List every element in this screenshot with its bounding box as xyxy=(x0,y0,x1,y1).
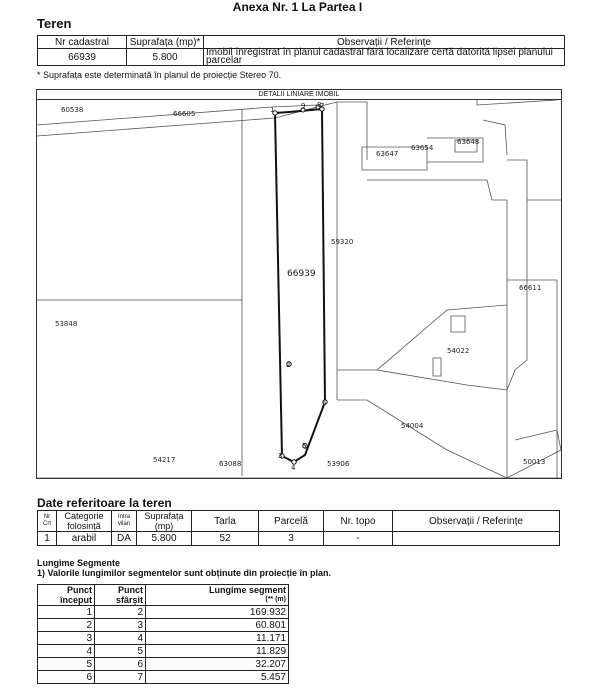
date-ref-table xyxy=(37,510,560,546)
point-3-label: 3 xyxy=(278,452,283,460)
col-tarla: Tarla xyxy=(192,511,259,532)
parcel-label-63647: 63647 xyxy=(376,150,399,158)
segment-length: 11.171 xyxy=(146,632,289,645)
point-9-label: 9 xyxy=(301,102,306,110)
cell-tarla: 52 xyxy=(192,532,259,546)
date-ref-row xyxy=(38,532,560,546)
point-8-label: 8 xyxy=(317,101,322,109)
cell-intravilan: DA xyxy=(112,532,137,546)
col-nr-topo: Nr. topo xyxy=(324,511,393,532)
parcel-label-54022: 54022 xyxy=(447,347,470,355)
plan-labels xyxy=(55,106,545,468)
col-nr-crt: Nr Crt xyxy=(38,511,57,532)
plan-parcel-lines xyxy=(37,100,561,478)
parcel-label-59320: 59320 xyxy=(331,238,354,246)
point-1-label: 1 xyxy=(270,106,275,114)
teren-heading: Teren xyxy=(37,16,72,31)
segments-header-row xyxy=(38,585,289,606)
segment-end: 3 xyxy=(95,619,146,632)
point-6-label: 6 xyxy=(322,399,327,407)
segment-start: 5 xyxy=(38,658,95,671)
teren-footnote: * Suprafața este determinată în planul de proiecție Stereo 70. xyxy=(37,70,282,80)
plan-svg xyxy=(37,100,561,478)
point-5 xyxy=(302,442,307,450)
point-2 xyxy=(286,361,291,369)
parcel-label-60538: 60538 xyxy=(61,106,84,114)
segment-row xyxy=(38,645,289,658)
point-7-label: 7 xyxy=(320,102,325,110)
segment-row xyxy=(38,671,289,684)
col-suprafata: Suprafața (mp)* xyxy=(127,36,204,49)
point-5-label: 5 xyxy=(302,442,307,450)
col-parcela: Parcelă xyxy=(259,511,324,532)
segment-row xyxy=(38,632,289,645)
segment-row xyxy=(38,619,289,632)
segments-heading: Lungime Segmente xyxy=(37,558,121,568)
point-9 xyxy=(301,102,305,112)
date-ref-header-row xyxy=(38,511,560,532)
cell-categorie: arabil xyxy=(57,532,112,546)
point-4 xyxy=(291,460,296,472)
cell-suprafata-ref: 5.800 xyxy=(137,532,192,546)
parcel-label-54004: 54004 xyxy=(401,422,424,430)
col-punct-sfarsit: Punct sfârșit xyxy=(95,585,146,606)
segment-start: 6 xyxy=(38,671,95,684)
col-suprafata-ref: Suprafața (mp) xyxy=(137,511,192,532)
segment-length: 11.829 xyxy=(146,645,289,658)
plan-drawing xyxy=(36,89,562,479)
date-ref-heading: Date referitoare la teren xyxy=(37,496,172,510)
parcel-label-50013: 50013 xyxy=(523,458,546,466)
cell-suprafata: 5.800 xyxy=(127,49,204,66)
parcel-66939-outline xyxy=(275,109,325,462)
segment-start: 2 xyxy=(38,619,95,632)
point-3 xyxy=(278,452,284,460)
point-6 xyxy=(322,399,327,407)
segment-end: 6 xyxy=(95,658,146,671)
col-intravilan: Intra vilan xyxy=(112,511,137,532)
segment-end: 7 xyxy=(95,671,146,684)
col-lungime-title: Lungime segment xyxy=(208,585,286,595)
teren-table xyxy=(37,35,565,66)
segment-length: 5.457 xyxy=(146,671,289,684)
segment-start: 4 xyxy=(38,645,95,658)
segment-end: 2 xyxy=(95,606,146,619)
point-4-label: 4 xyxy=(291,464,296,472)
cell-nr-topo: - xyxy=(324,532,393,546)
segment-row xyxy=(38,606,289,619)
col-nr-cadastral: Nr cadastral xyxy=(38,36,127,49)
col-observatii: Observații / Referințe xyxy=(204,36,565,49)
segment-start: 3 xyxy=(38,632,95,645)
point-8 xyxy=(316,101,321,109)
parcel-label-63654: 63654 xyxy=(411,144,434,152)
col-lungime-segment xyxy=(146,585,289,606)
segment-length: 32.207 xyxy=(146,658,289,671)
parcel-label-66939: 66939 xyxy=(287,269,316,279)
segments-table xyxy=(37,584,289,684)
parcel-label-53906: 53906 xyxy=(327,460,350,468)
point-2-label: 2 xyxy=(286,361,291,369)
cell-nr-crt: 1 xyxy=(38,532,57,546)
segment-length: 169.932 xyxy=(146,606,289,619)
cell-observatii: Imobil înregistrat în planul cadastral fără localizare certă datorită lipsei planului parcelar xyxy=(204,49,565,66)
plan-title: DETALII LINIARE IMOBIL xyxy=(37,90,561,100)
segment-end: 4 xyxy=(95,632,146,645)
parcel-label-63088: 63088 xyxy=(219,460,242,468)
segments-note: 1) Valorile lungimilor segmentelor sunt obținute din proiecție în plan. xyxy=(37,568,332,578)
cell-nr-cadastral: 66939 xyxy=(38,49,127,66)
col-lungime-unit: (** (m) xyxy=(265,596,286,603)
parcel-label-66611: 66611 xyxy=(519,284,542,292)
col-categorie: Categorie folosință xyxy=(57,511,112,532)
page-title-text: Anexa Nr. 1 La Partea I xyxy=(232,0,363,14)
cell-parcela: 3 xyxy=(259,532,324,546)
segment-end: 5 xyxy=(95,645,146,658)
segment-row xyxy=(38,658,289,671)
col-punct-inceput: Punct început xyxy=(38,585,95,606)
teren-table-row xyxy=(38,49,565,66)
page-title xyxy=(0,0,595,14)
parcel-label-54217: 54217 xyxy=(153,456,176,464)
point-1 xyxy=(270,106,277,115)
parcel-label-53848: 53848 xyxy=(55,320,78,328)
parcel-label-66605: 66605 xyxy=(173,110,196,118)
segment-start: 1 xyxy=(38,606,95,619)
cell-observatii-ref xyxy=(393,532,560,546)
col-observatii-ref: Observații / Referințe xyxy=(393,511,560,532)
segment-length: 60.801 xyxy=(146,619,289,632)
parcel-label-63648: 63648 xyxy=(457,138,480,146)
